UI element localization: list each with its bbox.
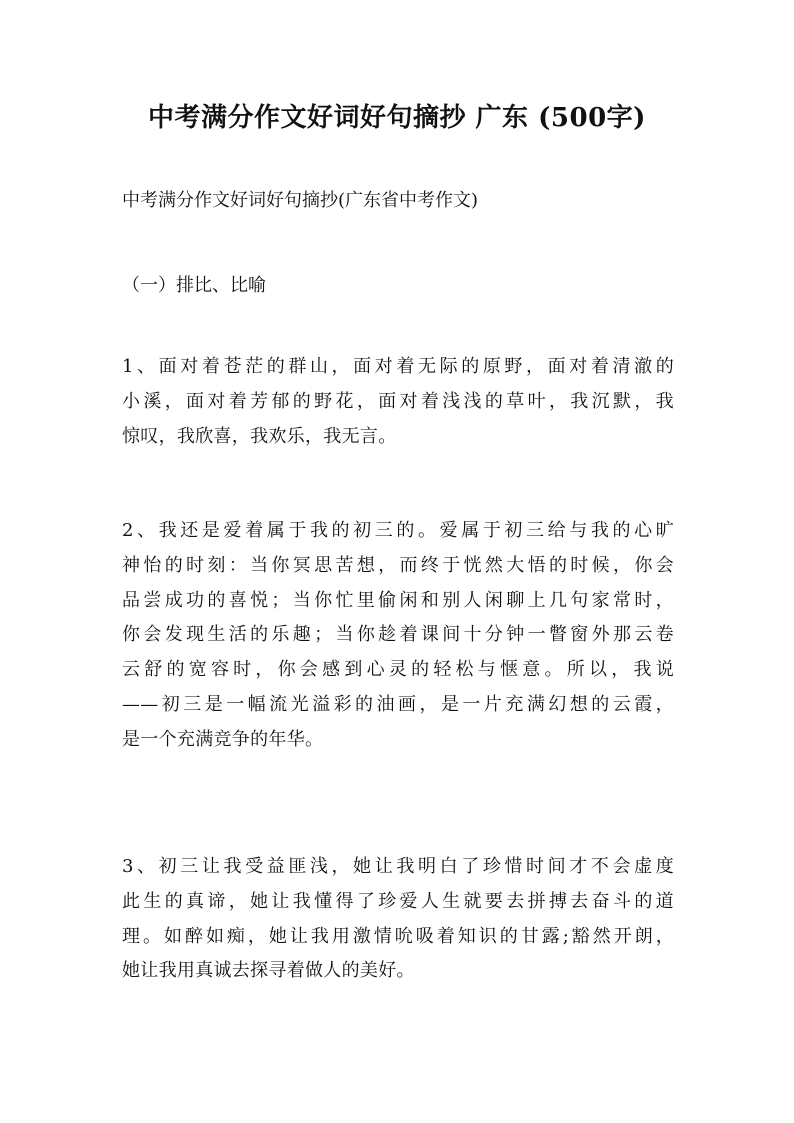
section-heading: （一）排比、比喻 xyxy=(122,275,266,296)
document-subtitle: 中考满分作文好词好句摘抄(广东省中考作文) xyxy=(122,190,479,211)
paragraph-line: 2、我还是爱着属于我的初三的。爱属于初三给与我的心旷 xyxy=(122,520,674,541)
paragraph-line: 惊叹，我欣喜，我欢乐，我无言。 xyxy=(122,425,397,447)
paragraph-line: 3、初三让我受益匪浅，她让我明白了珍惜时间才不会虚度 xyxy=(122,856,674,877)
paragraph-3 xyxy=(122,850,674,989)
paragraph-line: 此生的真谛，她让我懂得了珍爱人生就要去拼搏去奋斗的道 xyxy=(122,890,674,912)
paragraph-line: 是一个充满竞争的年华。 xyxy=(122,728,324,750)
document-title: 中考满分作文好词好句摘抄 广东 (500字) xyxy=(148,103,646,133)
paragraph-line: 你会发现生活的乐趣；当你趁着课间十分钟一瞥窗外那云卷 xyxy=(122,624,674,646)
paragraph-line: 神怡的时刻：当你冥思苦想，而终于恍然大悟的时候，你会 xyxy=(122,554,674,576)
paragraph-line: 理。如醉如痴，她让我用激情吮吸着知识的甘露;豁然开朗， xyxy=(122,925,674,947)
paragraph-line: 品尝成功的喜悦；当你忙里偷闲和别人闲聊上几句家常时， xyxy=(122,589,674,611)
paragraph-line: 1、面对着苍茫的群山，面对着无际的原野，面对着清澈的 xyxy=(122,356,674,377)
paragraph-line: 云舒的宽容时，你会感到心灵的轻松与惬意。所以，我说 xyxy=(122,659,674,681)
paragraph-line: 她让我用真诚去探寻着做人的美好。 xyxy=(122,960,415,982)
paragraph-2 xyxy=(122,514,674,758)
paragraph-line: 小溪，面对着芳郁的野花，面对着浅浅的草叶，我沉默，我 xyxy=(122,390,674,412)
paragraph-1 xyxy=(122,350,674,454)
paragraph-line: ——初三是一幅流光溢彩的油画，是一片充满幻想的云霞， xyxy=(122,693,674,715)
